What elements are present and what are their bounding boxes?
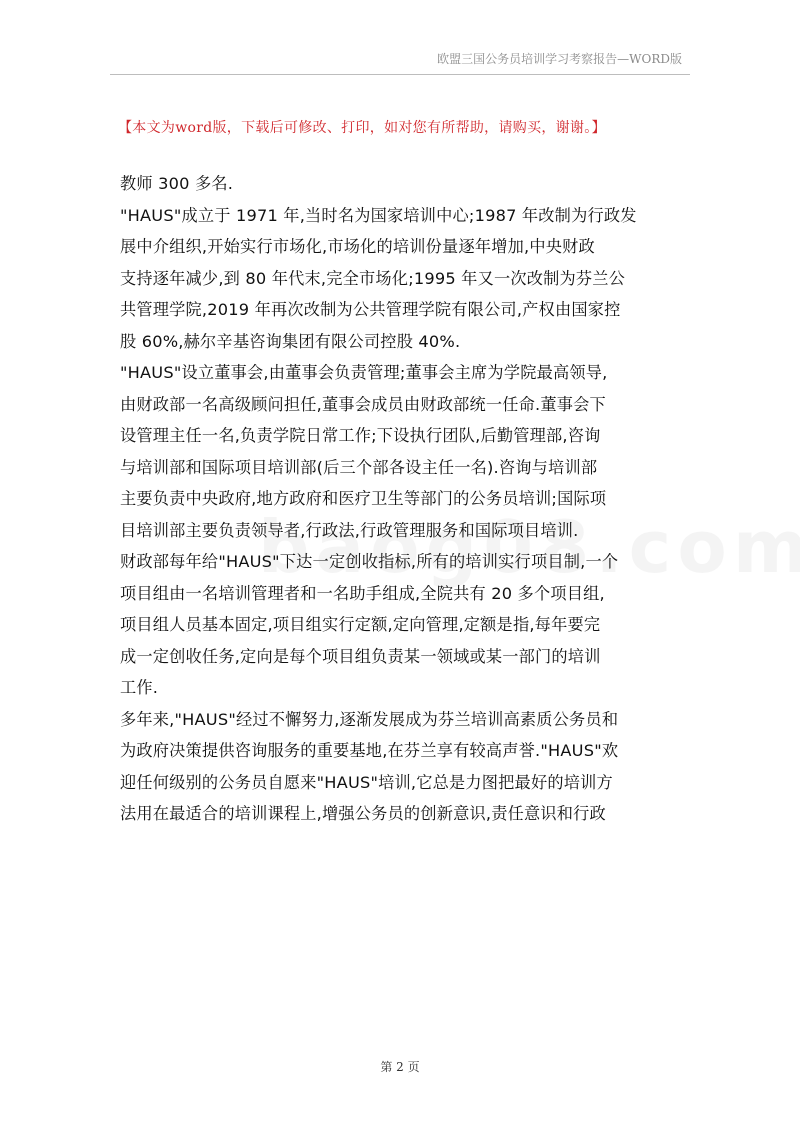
text-line: 成一定创收任务,定向是每个项目组负责某一领域或某一部门的培训 [120,646,601,666]
text-line: 为政府决策提供咨询服务的重要基地,在芬兰享有较高声誉."HAUS"欢 [120,741,619,760]
download-notice: 【本文为word版，下载后可修改、打印，如对您有所帮助，请购买，谢谢。】 [118,120,606,136]
text-line: 由财政部一名高级顾问担任,董事会成员由财政部统一任命.董事会下 [120,394,606,414]
page-number: 第 2 页 [380,1060,420,1074]
text-line: 与培训部和国际项目培训部(后三个部各设主任一名).咨询与培训部 [120,457,598,477]
text-line: 设管理主任一名,负责学院日常工作;下设执行团队,后勤管理部,咨询 [120,426,601,445]
paragraph [120,168,686,200]
text-line: 多年来,"HAUS"经过不懈努力,逐渐发展成为芬兰培训高素质公务员和 [120,709,619,729]
text-line: 支持逐年减少,到 80 年代末,完全市场化;1995 年又一次改制为芬兰公 [120,268,626,288]
text-line: 主要负责中央政府,地方政府和医疗卫生等部门的公务员培训;国际项 [120,489,607,508]
paragraph [120,546,686,704]
text-line: 工作. [120,678,159,697]
text-line: 股 60%,赫尔辛基咨询集团有限公司控股 40%. [120,331,461,351]
text-line: 共管理学院,2019 年再次改制为公共管理学院有限公司,产权由国家控 [120,300,621,319]
document-body [120,168,686,830]
text-line: 财政部每年给"HAUS"下达一定创收指标,所有的培训实行项目制,一个 [120,552,619,571]
text-line: 项目组由一名培训管理者和一名助手组成,全院共有 20 多个项目组, [120,583,605,603]
text-line: 展中介组织,开始实行市场化,市场化的培训份量逐年增加,中央财政 [120,237,595,256]
paragraph [120,704,686,830]
text-line: 目培训部主要负责领导者,行政法,行政管理服务和国际项目培训. [120,520,579,540]
text-line: "HAUS"成立于 1971 年,当时名为国家培训中心;1987 年改制为行政发 [120,205,637,225]
text-line: 项目组人员基本固定,项目组实行定额,定向管理,定额是指,每年要完 [120,615,601,634]
running-header: 欧盟三国公务员培训学习考察报告—WORD版 [437,52,682,66]
text-line: "HAUS"设立董事会,由董事会负责管理;董事会主席为学院最高领导, [120,363,608,382]
paragraph [120,357,686,546]
text-line: 迎任何级别的公务员自愿来"HAUS"培训,它总是力图把最好的培训方 [120,772,613,792]
header-divider [110,74,690,75]
text-line: 教师 300 多名. [120,174,234,193]
text-line: 法用在最适合的培训课程上,增强公务员的创新意识,责任意识和行政 [120,804,606,823]
paragraph [120,200,686,358]
